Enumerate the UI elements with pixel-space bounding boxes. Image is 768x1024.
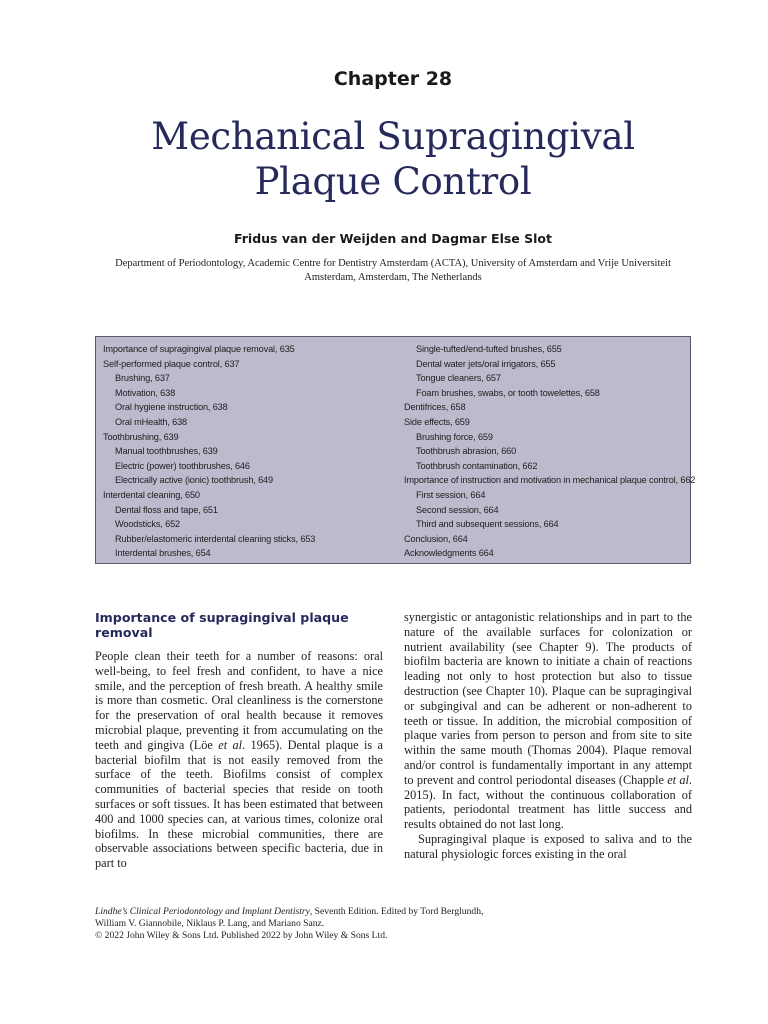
toc-entry: Second session, 664 (416, 504, 499, 515)
paragraph-text: . 2015). In fact, without the continuous collaboration of patients, periodontal treatment has little success and results obtained do not last long. (404, 772, 692, 832)
toc-right-column (404, 342, 695, 561)
toc-left-column (103, 342, 315, 561)
chapter-title (0, 114, 768, 204)
toc-entry: Woodsticks, 652 (115, 519, 180, 530)
toc-entry: Tongue cleaners, 657 (416, 373, 501, 384)
paragraph-text: synergistic or antagonistic relationships and in part to the nature of the available surfaces for colonization or nutrient availability (see Chapter 9). The products of biofilm bacteria are known to initiate a chain of reactions leading not only to host protection but also to tissue destruction (see Chapter 10). Plaque can be supragingival or subgingival and can be adherent or non-adherent to teeth or tissue. In addition, the microbial composition of plaque varies from person to person and from site to site within the same mouth (Thomas 2004). Plaque removal and/or control is fundamentally important in any attempt to prevent and control periodontal diseases (Chapple (404, 610, 692, 787)
toc-entry: Toothbrush abrasion, 660 (416, 446, 517, 457)
toc-entry: Electrically active (ionic) toothbrush, 649 (115, 475, 273, 486)
body-left-column (95, 610, 383, 871)
toc-entry: Dentifrices, 658 (404, 402, 466, 413)
toc-entry: Dental floss and tape, 651 (115, 504, 218, 515)
copyright-line: © 2022 John Wiley & Sons Ltd. Published 2022 by John Wiley & Sons Ltd. (95, 930, 388, 941)
footer-line (95, 906, 695, 918)
chapter-title-line1: Mechanical Supragingival (151, 115, 635, 158)
body-paragraph (404, 610, 692, 832)
page-footer (95, 906, 695, 942)
toc-entry: First session, 664 (416, 489, 486, 500)
toc-entry: Electric (power) toothbrushes, 646 (115, 460, 250, 471)
toc-entry: Third and subsequent sessions, 664 (416, 519, 559, 530)
toc-entry: Self-performed plaque control, 637 (103, 358, 240, 369)
citation-etal: et al (218, 737, 243, 752)
table-of-contents (95, 336, 696, 564)
paragraph-text: People clean their teeth for a number of reasons: oral well-being, to feel fresh and confident, to have a nice smile, and the perception of fresh breath. A healthy smile is more than cosmetic. Oral cleanliness is the cornerstone for the preservation of oral health because it removes microbial plaque, preventing it from accumulating on the teeth and gingiva (Löe (95, 649, 383, 752)
toc-entry: Toothbrush contamination, 662 (416, 460, 538, 471)
toc-entry: Foam brushes, swabs, or tooth towelettes, 658 (416, 387, 600, 398)
book-title: Lindhe’s Clinical Periodontology and Implant Dentistry (95, 906, 310, 917)
toc-entry: Single-tufted/end-tufted brushes, 655 (416, 344, 562, 354)
toc-entry: Brushing force, 659 (416, 431, 493, 442)
toc-entry: Oral mHealth, 638 (115, 416, 188, 427)
toc-entry: Manual toothbrushes, 639 (115, 446, 218, 457)
toc-entry: Conclusion, 664 (404, 533, 468, 544)
toc-entry: Acknowledgments 664 (404, 548, 494, 559)
toc-entry: Dental water jets/oral irrigators, 655 (416, 358, 556, 369)
paragraph-text: . 1965). Dental plaque is a bacterial biofilm that is not easily removed from the surface of the teeth. Biofilms consist of complex communities of bacterial species that reside on tooth surfaces or soft tissues. It has been estimated that between 400 and 1000 species can, at various times, colonize oral biofilms. In these microbial communities, there are observable associations between specific bacteria, due in part to (95, 737, 384, 871)
toc-entry: Oral hygiene instruction, 638 (115, 402, 228, 413)
section-heading: Importance of supragingival plaque removal (95, 610, 349, 640)
citation-etal: et al (667, 772, 689, 787)
footer-line: William V. Giannobile, Niklaus P. Lang, and Mariano Sanz. (95, 918, 325, 929)
affiliation: Department of Periodontology, Academic Centre for Dentistry Amsterdam (ACTA), University of Amsterdam and Vrije Universiteit Amsterdam, Amsterdam, The Netherlands (115, 258, 671, 283)
toc-entry: Motivation, 638 (115, 387, 176, 398)
body-paragraph: Supragingival plaque is exposed to saliva and to the natural physiologic forces existing in the oral (404, 831, 692, 861)
toc-entry: Rubber/elastomeric interdental cleaning sticks, 653 (115, 533, 316, 544)
footer-text: , Seventh Edition. Edited by Tord Berglundh, (309, 906, 484, 917)
toc-entry: Importance of instruction and motivation in mechanical plaque control, 662 (404, 475, 696, 486)
chapter-title-line2: Plaque Control (254, 160, 532, 203)
toc-entry: Toothbrushing, 639 (103, 431, 179, 442)
chapter-label: Chapter 28 (333, 68, 453, 90)
toc-entry: Brushing, 637 (115, 373, 170, 384)
toc-entry: Importance of supragingival plaque removal, 635 (103, 344, 295, 354)
toc-entry: Interdental brushes, 654 (115, 548, 211, 559)
toc-entry: Side effects, 659 (404, 416, 470, 427)
body-paragraph (95, 649, 383, 871)
authors: Fridus van der Weijden and Dagmar Else Slot (234, 231, 552, 246)
toc-entry: Interdental cleaning, 650 (103, 489, 200, 500)
body-right-column (404, 610, 692, 862)
